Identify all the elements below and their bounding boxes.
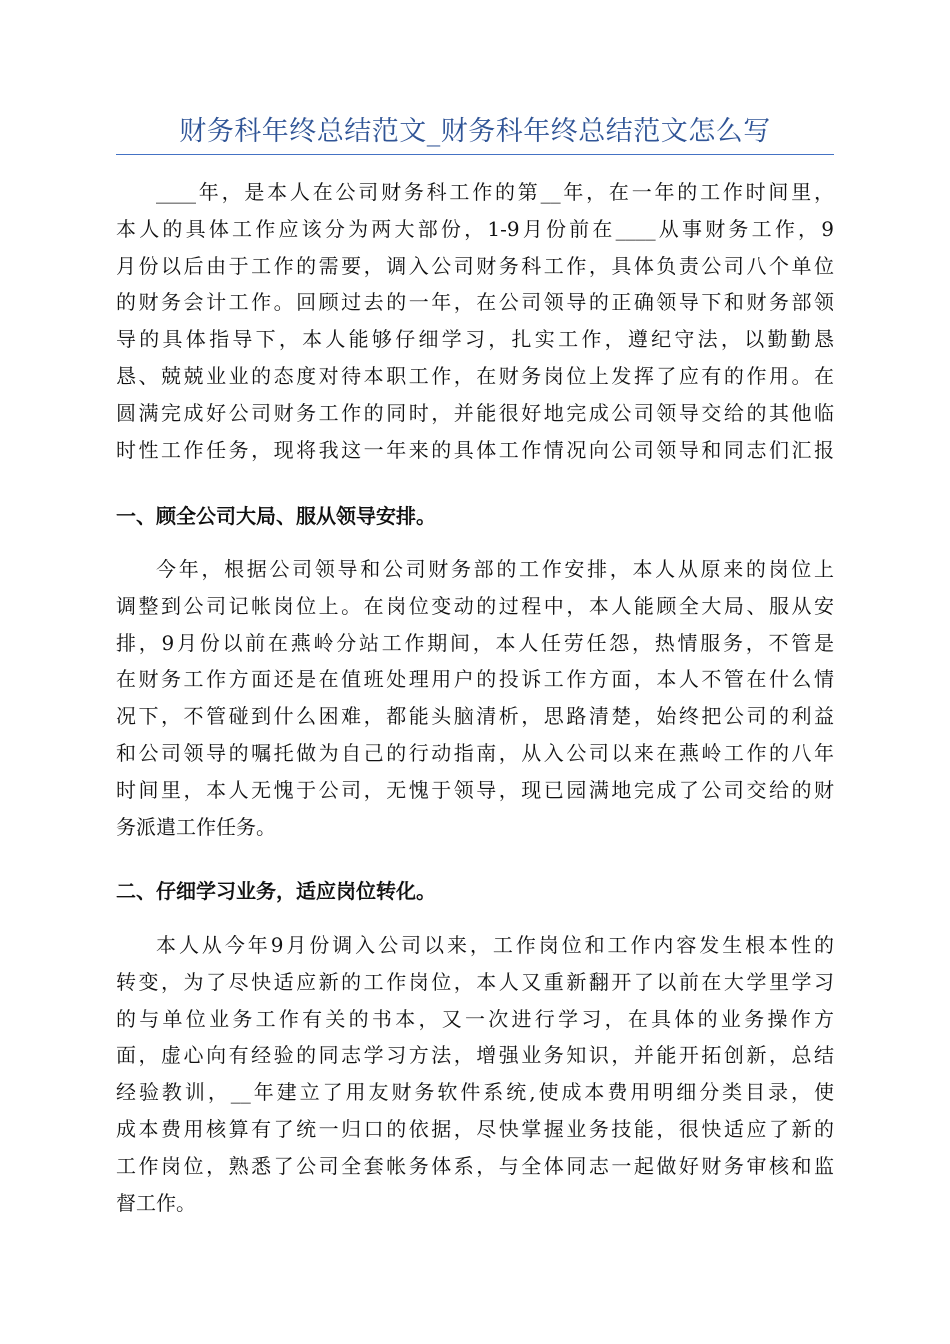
paragraph-line: 时性工作任务，现将我这一年来的具体工作情况向公司领导和同志们汇报 — [116, 437, 834, 462]
paragraph-line: 排，9月份以前在燕岭分站工作期间，本人任劳任怨，热情服务，不管是 — [116, 630, 834, 655]
paragraph-line: 调整到公司记帐岗位上。在岗位变动的过程中，本人能顾全大局、服从安 — [116, 593, 834, 618]
section-2-paragraph — [116, 927, 834, 1221]
paragraph-line: 今年，根据公司领导和公司财务部的工作安排，本人从原来的岗位上 — [156, 557, 834, 581]
document-title: 财务科年终总结范文_财务科年终总结范文怎么写 — [179, 116, 771, 147]
intro-paragraph — [116, 174, 834, 468]
paragraph-line: 时间里，本人无愧于公司，无愧于领导，现已园满地完成了公司交给的财 — [116, 777, 834, 802]
paragraph-line: 本人的具体工作应该分为两大部份，1-9月份前在____从事财务工作，9 — [116, 216, 834, 241]
paragraph-line: 本人从今年9月份调入公司以来，工作岗位和工作内容发生根本性的 — [156, 933, 834, 957]
paragraph-line: 在财务工作方面还是在值班处理用户的投诉工作方面，本人不管在什么情 — [116, 667, 834, 692]
section-heading-2: 二、仔细学习业务，适应岗位转化。 — [116, 879, 436, 903]
paragraph-line: 恳、兢兢业业的态度对待本职工作，在财务岗位上发挥了应有的作用。在 — [116, 363, 834, 388]
paragraph-line: 经验教训，__年建立了用友财务软件系统,使成本费用明细分类目录，使 — [116, 1080, 834, 1105]
paragraph-line: 导的具体指导下，本人能够仔细学习，扎实工作，遵纪守法，以勤勤恳 — [116, 327, 834, 352]
paragraph-line: ____年，是本人在公司财务科工作的第__年，在一年的工作时间里， — [156, 180, 834, 204]
paragraph-line: 面，虚心向有经验的同志学习方法，增强业务知识，并能开拓创新，总结 — [116, 1043, 834, 1068]
paragraph-line: 的与单位业务工作有关的书本，又一次进行学习，在具体的业务操作方 — [116, 1006, 834, 1031]
title-underline — [116, 154, 834, 155]
paragraph-line: 和公司领导的嘱托做为自己的行动指南，从入公司以来在燕岭工作的八年 — [116, 740, 834, 765]
paragraph-line: 转变，为了尽快适应新的工作岗位，本人又重新翻开了以前在大学里学习 — [116, 969, 834, 994]
paragraph-line: 圆满完成好公司财务工作的同时，并能很好地完成公司领导交给的其他临 — [116, 400, 834, 425]
paragraph-line: 成本费用核算有了统一归口的依据，尽快掌握业务技能，很快适应了新的 — [116, 1116, 834, 1141]
paragraph-line: 督工作。 — [116, 1190, 196, 1215]
paragraph-line: 况下，不管碰到什么困难，都能头脑清析，思路清楚，始终把公司的利益 — [116, 704, 834, 729]
paragraph-line: 工作岗位，熟悉了公司全套帐务体系，与全体同志一起做好财务审核和监 — [116, 1153, 834, 1178]
section-1-paragraph — [116, 551, 834, 845]
section-heading-1: 一、顾全公司大局、服从领导安排。 — [116, 504, 436, 528]
paragraph-line: 月份以后由于工作的需要，调入公司财务科工作，具体负责公司八个单位 — [116, 253, 834, 278]
paragraph-line: 务派遣工作任务。 — [116, 814, 276, 839]
paragraph-line: 的财务会计工作。回顾过去的一年，在公司领导的正确领导下和财务部领 — [116, 290, 834, 315]
